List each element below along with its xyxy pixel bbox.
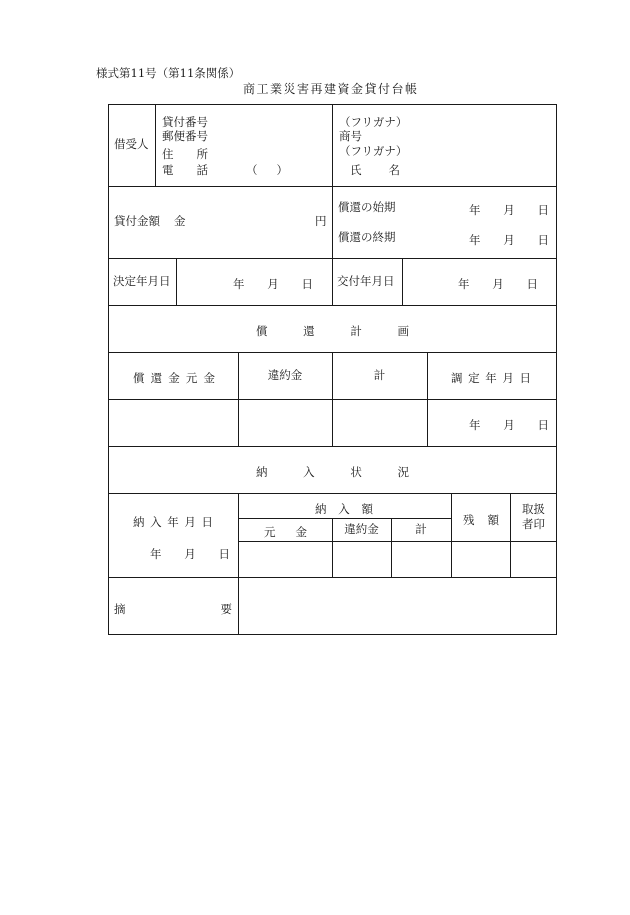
loan-number-label: 貸付番号 bbox=[162, 115, 208, 129]
principal-subheader: 元 金 bbox=[264, 525, 307, 539]
phone-label: 電 話 bbox=[162, 163, 208, 177]
penalty-subheader: 違約金 bbox=[344, 522, 379, 536]
delivery-date-units: 年 月 日 bbox=[458, 277, 538, 291]
repay-start-date-units: 年 月 日 bbox=[469, 203, 549, 217]
borrower-label: 借受人 bbox=[114, 137, 149, 151]
delivery-date-label: 交付年月日 bbox=[337, 274, 395, 288]
repayment-plan-title: 償 還 計 画 bbox=[256, 324, 409, 338]
payment-date-units: 年 月 日 bbox=[150, 547, 230, 561]
loan-amount-label: 貸付金額 bbox=[114, 214, 160, 228]
adjust-date-header: 調 定 年 月 日 bbox=[451, 371, 531, 385]
remarks-label: 摘 要 bbox=[114, 602, 232, 616]
handler-seal-header-2: 者印 bbox=[522, 517, 545, 531]
furigana-label-1: （フリガナ） bbox=[339, 115, 408, 129]
decision-date-units: 年 月 日 bbox=[233, 277, 313, 291]
handler-seal-header-1: 取扱 bbox=[522, 502, 545, 516]
repay-end-label: 償還の終期 bbox=[338, 230, 396, 244]
decision-date-label: 決定年月日 bbox=[113, 274, 171, 288]
yen-unit: 円 bbox=[315, 214, 327, 228]
repay-start-label: 償還の始期 bbox=[338, 200, 396, 214]
form-number: 様式第11号（第11条関係） bbox=[96, 66, 241, 80]
principal-header: 償 還 金 元 金 bbox=[133, 371, 215, 385]
penalty-header: 違約金 bbox=[267, 368, 303, 382]
postal-code-label: 郵便番号 bbox=[162, 129, 208, 143]
page-title: 商工業災害再建資金貸付台帳 bbox=[243, 82, 419, 96]
payment-date-header: 納 入 年 月 日 bbox=[133, 515, 213, 529]
total-header: 計 bbox=[373, 368, 386, 382]
trade-name-label: 商号 bbox=[339, 129, 362, 143]
balance-header: 残 額 bbox=[463, 513, 499, 527]
loan-amount-prefix: 金 bbox=[174, 214, 186, 228]
payment-status-title: 納 入 状 況 bbox=[256, 465, 409, 479]
phone-parens: （ ） bbox=[246, 163, 288, 177]
repay-end-date-units: 年 月 日 bbox=[469, 233, 549, 247]
adjust-date-units: 年 月 日 bbox=[469, 418, 549, 432]
name-label: 氏 名 bbox=[350, 163, 400, 177]
furigana-label-2: （フリガナ） bbox=[339, 144, 408, 158]
payment-amount-header: 納 入 額 bbox=[315, 502, 373, 516]
address-label: 住 所 bbox=[162, 147, 208, 161]
total-subheader: 計 bbox=[415, 522, 427, 536]
